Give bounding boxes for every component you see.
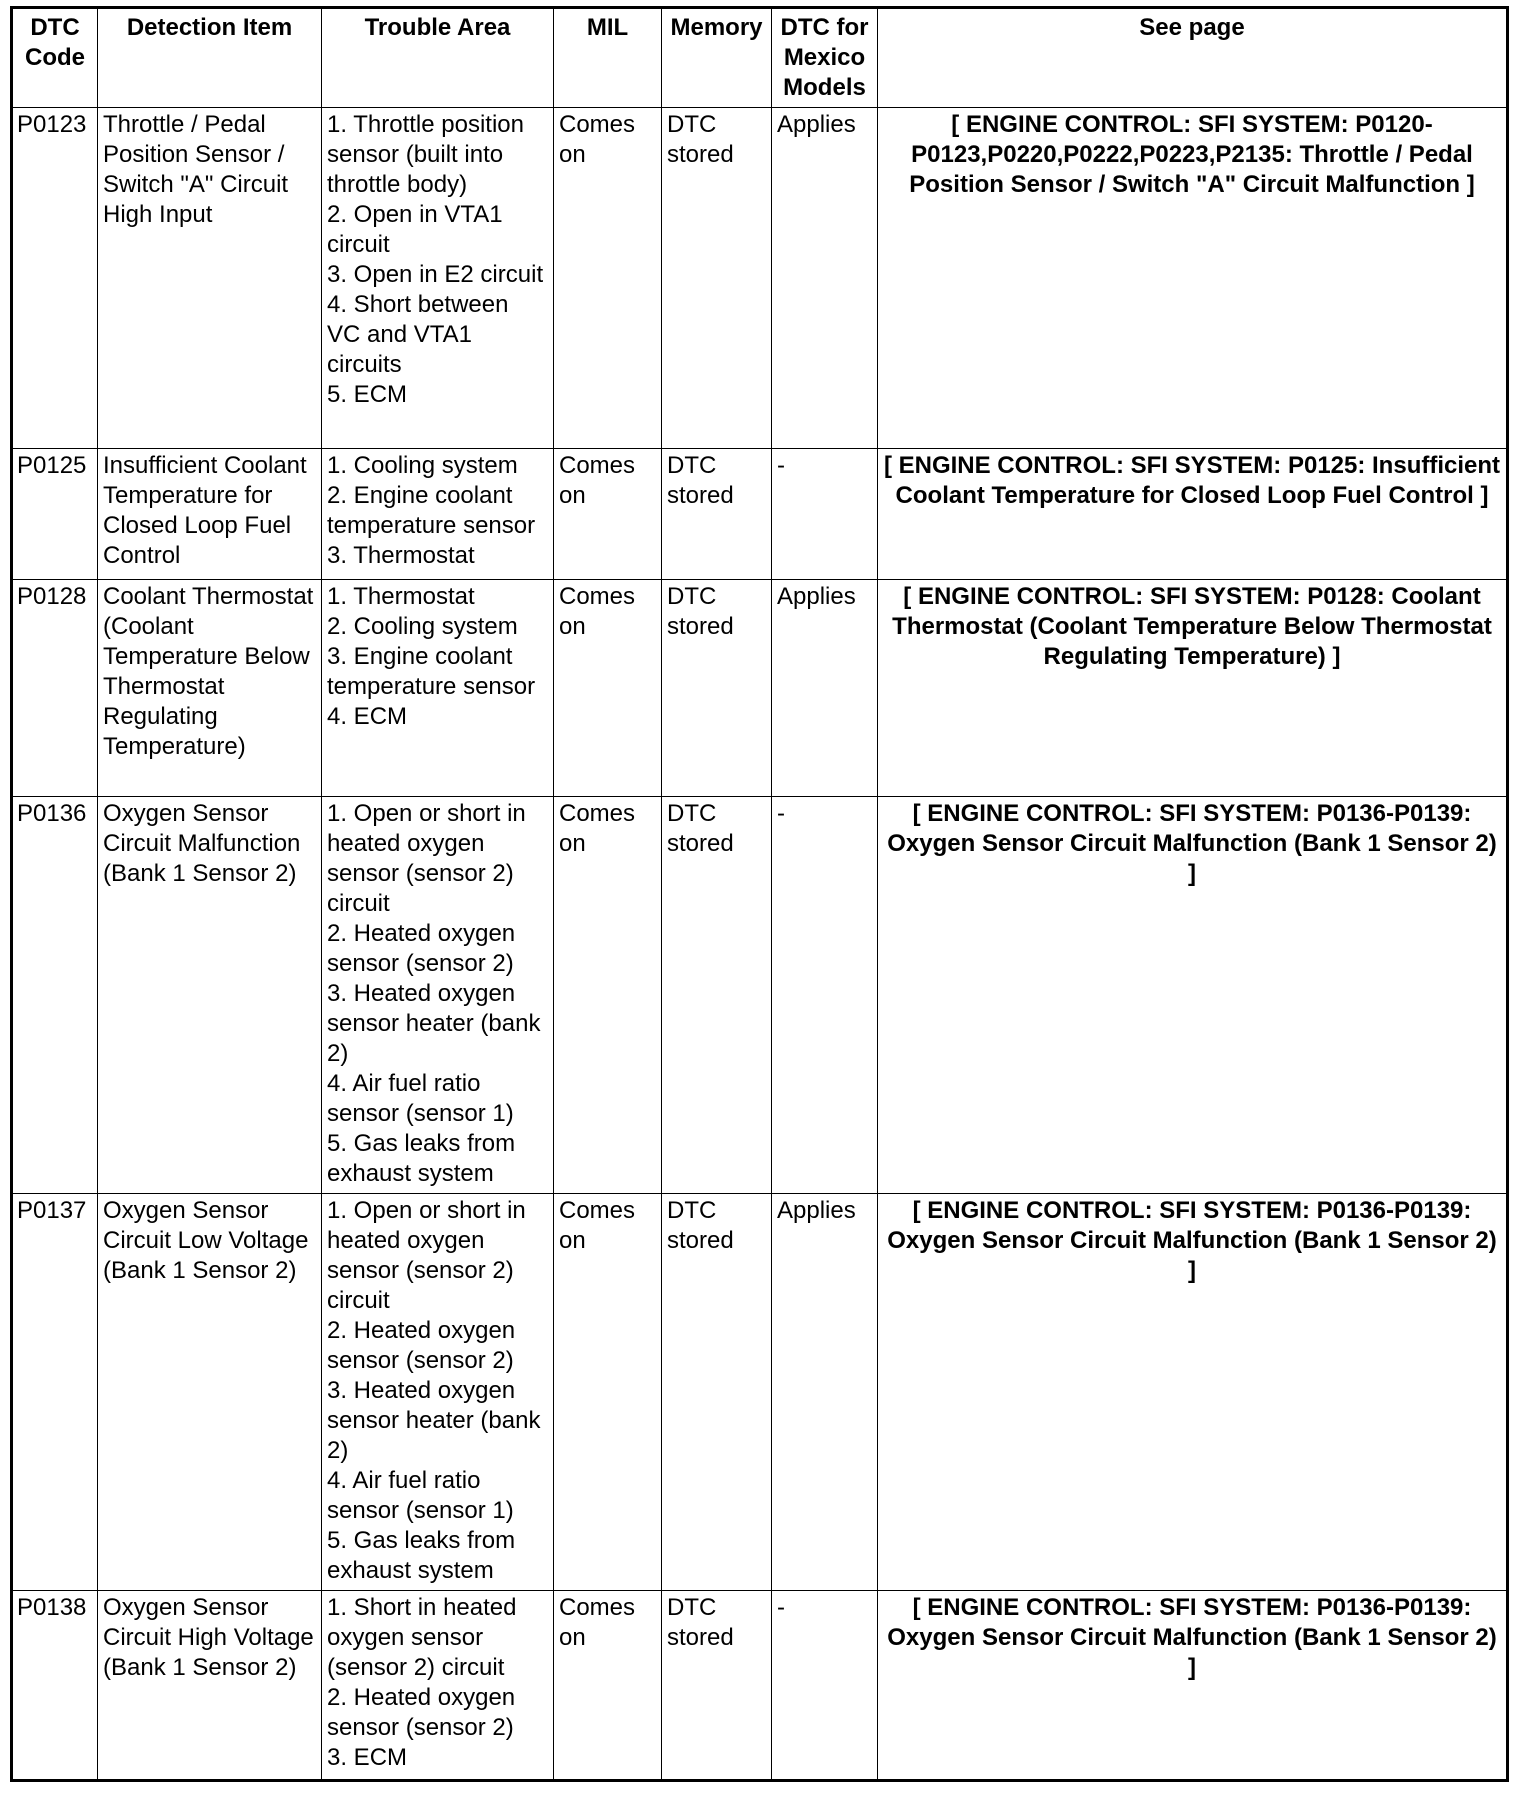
header-row bbox=[12, 8, 1508, 108]
cell-memory: DTC stored bbox=[662, 1194, 772, 1591]
trouble-item: 2. Heated oxygen sensor (sensor 2) bbox=[327, 1684, 516, 1741]
trouble-item: 2. Engine coolant temperature sensor bbox=[327, 482, 536, 539]
cell-see-page[interactable]: [ ENGINE CONTROL: SFI SYSTEM: P0136-P0139: Oxygen Sensor Circuit Malfunction (Bank 1 Sensor 2) ] bbox=[878, 1194, 1508, 1591]
cell-mexico-models: - bbox=[772, 1591, 878, 1781]
trouble-item: 5. ECM bbox=[327, 381, 408, 408]
cell-see-page[interactable]: [ ENGINE CONTROL: SFI SYSTEM: P0120-P0123,P0220,P0222,P0223,P2135: Throttle / Pedal Position Sensor / Switch "A" Circuit Malfunction ] bbox=[878, 108, 1508, 449]
cell-memory: DTC stored bbox=[662, 108, 772, 449]
table-row bbox=[12, 108, 1508, 449]
cell-detection-item: Insufficient Coolant Temperature for Closed Loop Fuel Control bbox=[98, 449, 322, 580]
trouble-item: 1. Short in heated oxygen sensor (sensor 2) circuit bbox=[327, 1594, 517, 1681]
trouble-item: 1. Cooling system bbox=[327, 452, 518, 479]
trouble-item: 3. Thermostat bbox=[327, 542, 475, 569]
cell-see-page[interactable]: [ ENGINE CONTROL: SFI SYSTEM: P0125: Insufficient Coolant Temperature for Closed Loop Fuel Control ] bbox=[878, 449, 1508, 580]
cell-trouble-area bbox=[322, 108, 554, 449]
cell-detection-item: Coolant Thermostat (Coolant Temperature Below Thermostat Regulating Temperature) bbox=[98, 580, 322, 797]
header-mil: MIL bbox=[554, 8, 662, 108]
header-mexico-models: DTC for Mexico Models bbox=[772, 8, 878, 108]
cell-mexico-models: - bbox=[772, 797, 878, 1194]
cell-see-page[interactable]: [ ENGINE CONTROL: SFI SYSTEM: P0136-P0139: Oxygen Sensor Circuit Malfunction (Bank 1 Sensor 2) ] bbox=[878, 1591, 1508, 1781]
cell-trouble-area bbox=[322, 1591, 554, 1781]
cell-dtc-code: P0136 bbox=[12, 797, 98, 1194]
trouble-item: 3. Open in E2 circuit bbox=[327, 261, 544, 288]
cell-trouble-area bbox=[322, 1194, 554, 1591]
cell-trouble-area bbox=[322, 797, 554, 1194]
trouble-item: 3. Engine coolant temperature sensor bbox=[327, 643, 536, 700]
header-detection-item: Detection Item bbox=[98, 8, 322, 108]
cell-dtc-code: P0138 bbox=[12, 1591, 98, 1781]
trouble-item: 4. Air fuel ratio sensor (sensor 1) bbox=[327, 1467, 514, 1524]
cell-dtc-code: P0125 bbox=[12, 449, 98, 580]
table-row bbox=[12, 797, 1508, 1194]
trouble-item: 3. Heated oxygen sensor heater (bank 2) bbox=[327, 1377, 541, 1464]
cell-dtc-code: P0137 bbox=[12, 1194, 98, 1591]
cell-trouble-area bbox=[322, 580, 554, 797]
trouble-item: 2. Heated oxygen sensor (sensor 2) bbox=[327, 920, 516, 977]
cell-trouble-area bbox=[322, 449, 554, 580]
table-row bbox=[12, 1194, 1508, 1591]
cell-dtc-code: P0128 bbox=[12, 580, 98, 797]
cell-detection-item: Throttle / Pedal Position Sensor / Switch "A" Circuit High Input bbox=[98, 108, 322, 449]
cell-see-page[interactable]: [ ENGINE CONTROL: SFI SYSTEM: P0128: Coolant Thermostat (Coolant Temperature Below Thermostat Regulating Temperature) ] bbox=[878, 580, 1508, 797]
trouble-item: 2. Open in VTA1 circuit bbox=[327, 201, 503, 258]
cell-memory: DTC stored bbox=[662, 449, 772, 580]
cell-detection-item: Oxygen Sensor Circuit High Voltage (Bank 1 Sensor 2) bbox=[98, 1591, 322, 1781]
cell-mil: Comes on bbox=[554, 1194, 662, 1591]
dtc-table bbox=[10, 6, 1509, 1782]
table-row bbox=[12, 1591, 1508, 1781]
trouble-item: 3. ECM bbox=[327, 1744, 408, 1771]
trouble-item: 5. Gas leaks from exhaust system bbox=[327, 1527, 516, 1584]
header-see-page: See page bbox=[878, 8, 1508, 108]
trouble-item: 1. Open or short in heated oxygen sensor (sensor 2) circuit bbox=[327, 800, 526, 917]
trouble-item: 1. Thermostat bbox=[327, 583, 475, 610]
header-dtc-code: DTC Code bbox=[12, 8, 98, 108]
cell-mil: Comes on bbox=[554, 1591, 662, 1781]
cell-memory: DTC stored bbox=[662, 580, 772, 797]
cell-detection-item: Oxygen Sensor Circuit Malfunction (Bank 1 Sensor 2) bbox=[98, 797, 322, 1194]
cell-mexico-models: Applies bbox=[772, 108, 878, 449]
cell-dtc-code: P0123 bbox=[12, 108, 98, 449]
trouble-item: 2. Cooling system bbox=[327, 613, 518, 640]
trouble-item: 1. Open or short in heated oxygen sensor (sensor 2) circuit bbox=[327, 1197, 526, 1314]
header-trouble-area: Trouble Area bbox=[322, 8, 554, 108]
cell-mexico-models: Applies bbox=[772, 1194, 878, 1591]
cell-detection-item: Oxygen Sensor Circuit Low Voltage (Bank 1 Sensor 2) bbox=[98, 1194, 322, 1591]
cell-memory: DTC stored bbox=[662, 797, 772, 1194]
trouble-item: 4. Air fuel ratio sensor (sensor 1) bbox=[327, 1070, 514, 1127]
cell-mexico-models: Applies bbox=[772, 580, 878, 797]
trouble-item: 3. Heated oxygen sensor heater (bank 2) bbox=[327, 980, 541, 1067]
cell-mexico-models: - bbox=[772, 449, 878, 580]
header-memory: Memory bbox=[662, 8, 772, 108]
trouble-item: 4. Short between VC and VTA1 circuits bbox=[327, 291, 509, 378]
table-row bbox=[12, 580, 1508, 797]
cell-mil: Comes on bbox=[554, 797, 662, 1194]
trouble-item: 5. Gas leaks from exhaust system bbox=[327, 1130, 516, 1187]
table-row bbox=[12, 449, 1508, 580]
cell-mil: Comes on bbox=[554, 108, 662, 449]
trouble-item: 4. ECM bbox=[327, 703, 408, 730]
trouble-item: 1. Throttle position sensor (built into throttle body) bbox=[327, 111, 525, 198]
cell-see-page[interactable]: [ ENGINE CONTROL: SFI SYSTEM: P0136-P0139: Oxygen Sensor Circuit Malfunction (Bank 1 Sensor 2) ] bbox=[878, 797, 1508, 1194]
cell-mil: Comes on bbox=[554, 449, 662, 580]
trouble-item: 2. Heated oxygen sensor (sensor 2) bbox=[327, 1317, 516, 1374]
cell-mil: Comes on bbox=[554, 580, 662, 797]
cell-memory: DTC stored bbox=[662, 1591, 772, 1781]
